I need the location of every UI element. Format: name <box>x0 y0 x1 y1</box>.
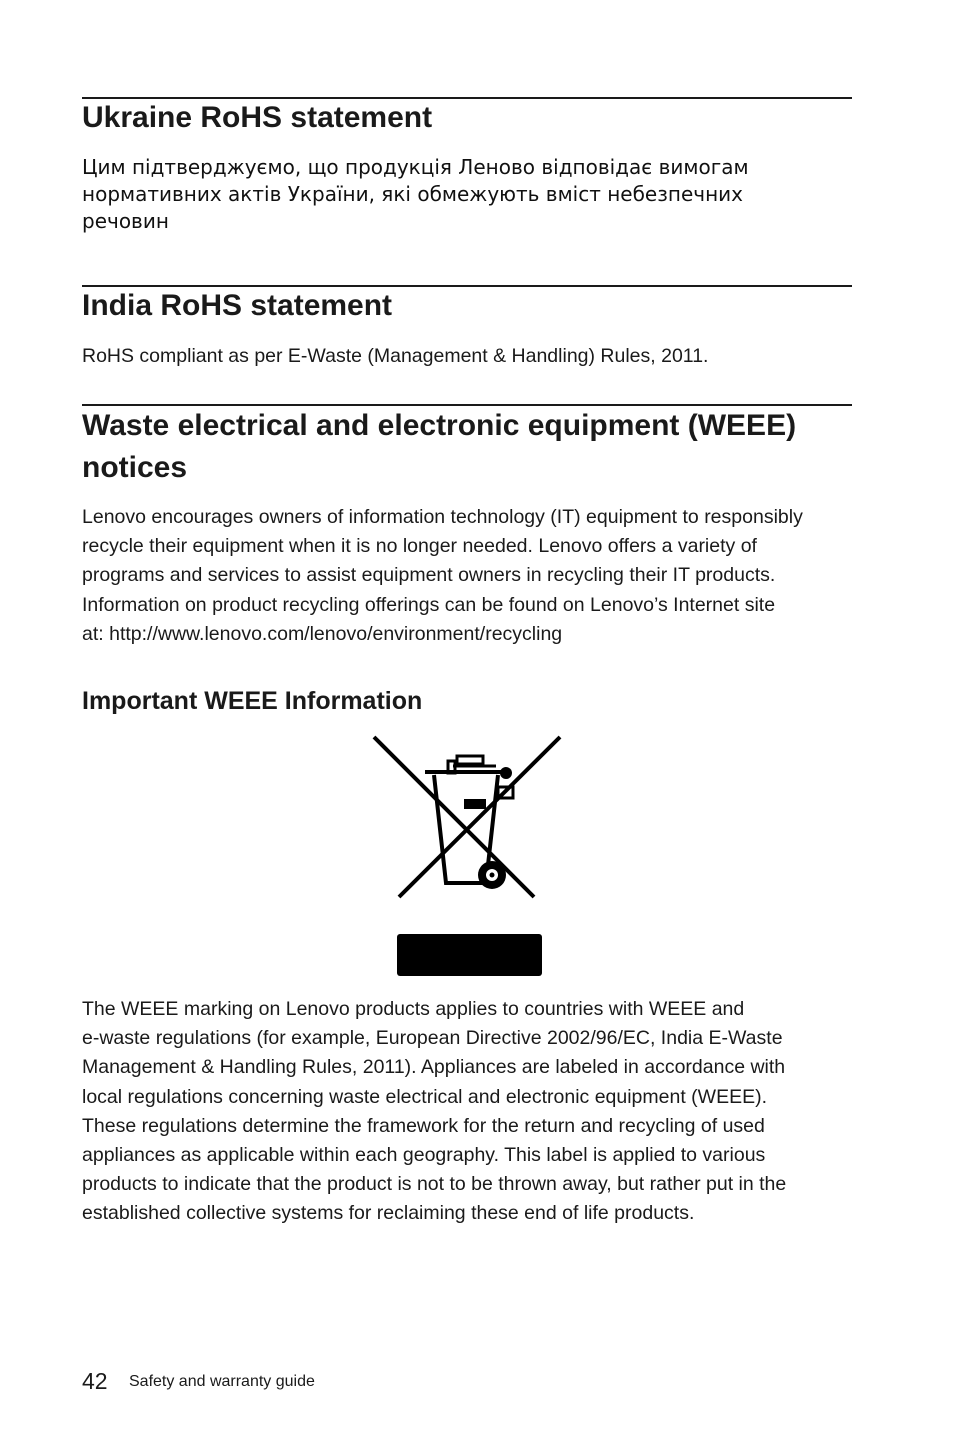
heading-important-weee: Important WEEE Information <box>82 687 423 715</box>
text-line: at: http://www.lenovo.com/lenovo/environment/recycling <box>82 622 563 645</box>
heading-line: Waste electrical and electronic equipment (WEEE) <box>82 409 797 442</box>
text-line: products to indicate that the product is not to be thrown away, but rather put in the <box>82 1173 787 1196</box>
text-line: e-waste regulations (for example, European Directive 2002/96/EC, India E-Waste <box>82 1027 783 1050</box>
heading-weee-notices <box>82 405 852 489</box>
heading-ukraine-rohs: Ukraine RoHS statement <box>82 101 433 134</box>
weee-notices-text <box>82 503 862 649</box>
text-line: The WEEE marking on Lenovo products applies to countries with WEEE and <box>82 998 745 1020</box>
text-line: appliances as applicable within each geography. This label is applied to various <box>82 1144 766 1167</box>
text-line: recycle their equipment when it is no longer needed. Lenovo offers a variety of <box>82 535 757 558</box>
page-number: 42 <box>82 1368 108 1394</box>
text-line: These regulations determine the framework for the return and recycling of used <box>82 1114 765 1137</box>
india-rohs-text: RoHS compliant as per E-Waste (Management & Handling) Rules, 2011. <box>82 345 709 367</box>
text-line: Цим підтверджуємо, що продукція Леново відповідає вимогам <box>82 155 749 179</box>
text-line: Management & Handling Rules, 2011). Appliances are labeled in accordance with <box>82 1056 786 1079</box>
text-line: нормативних актів України, які обмежують вміст небезпечних <box>82 182 743 206</box>
crossed-out-wheelie-bin-icon <box>368 733 568 903</box>
text-line: речовин <box>82 209 169 233</box>
text-line: Information on product recycling offerings can be found on Lenovo’s Internet site <box>82 593 776 616</box>
important-weee-text <box>82 995 862 1229</box>
ukraine-rohs-text <box>82 154 802 235</box>
weee-label-bar <box>397 934 542 976</box>
text-line: programs and services to assist equipment owners in recycling their IT products. <box>82 564 776 587</box>
text-line: Lenovo encourages owners of information technology (IT) equipment to responsibly <box>82 506 803 528</box>
footer-guide-title: Safety and warranty guide <box>129 1373 315 1390</box>
text-line: established collective systems for reclaiming these end of life products. <box>82 1202 695 1225</box>
text-line: local regulations concerning waste electrical and electronic equipment (WEEE). <box>82 1085 768 1108</box>
heading-line: notices <box>82 451 188 484</box>
heading-india-rohs: India RoHS statement <box>82 289 393 322</box>
